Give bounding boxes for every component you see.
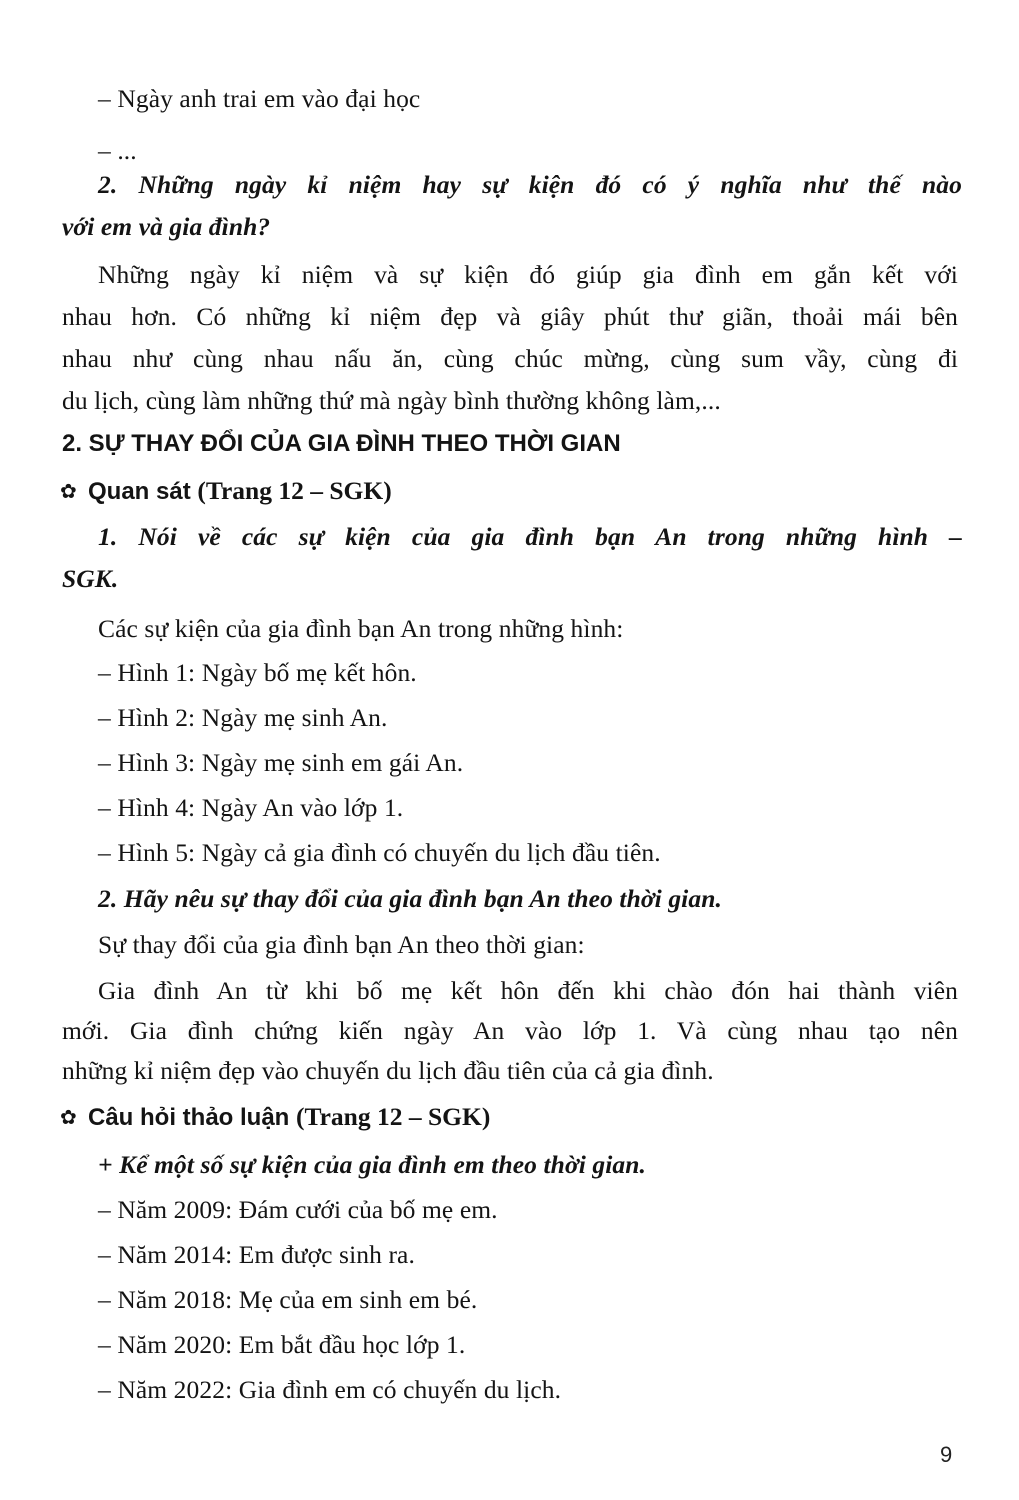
paragraph-line: mới. Gia đình chứng kiến ngày An vào lớp 1. Và cùng nhau tạo nên [62,1016,958,1045]
question-heading: 2. Hãy nêu sự thay đổi của gia đình bạn An theo thời gian. [98,884,722,913]
list-item: – Năm 2014: Em được sinh ra. [98,1240,415,1269]
list-item: – Năm 2009: Đám cưới của bố mẹ em. [98,1195,498,1224]
list-item: – Hình 3: Ngày mẹ sinh em gái An. [98,748,464,777]
question-heading: + Kể một số sự kiện của gia đình em theo thời gian. [98,1150,647,1179]
observe-heading [60,478,392,504]
paragraph-line: du lịch, cùng làm những thứ mà ngày bình thường không làm,... [62,386,721,415]
discussion-reference: (Trang 12 – SGK) [296,1102,491,1131]
paragraph-line: Những ngày kỉ niệm và sự kiện đó giúp gia đình em gắn kết với [98,260,958,289]
paragraph-line: Gia đình An từ khi bố mẹ kết hôn đến khi chào đón hai thành viên [98,976,958,1005]
page-number: 9 [940,1442,953,1467]
list-item: – Hình 2: Ngày mẹ sinh An. [98,703,388,732]
list-item: – Ngày anh trai em vào đại học [98,84,421,113]
list-item: – Năm 2020: Em bắt đầu học lớp 1. [98,1330,466,1359]
question-heading: 2. Những ngày kỉ niệm hay sự kiện đó có ý nghĩa như thế nào [98,170,962,199]
paragraph-line: nhau hơn. Có những kỉ niệm đẹp và giây phút thư giãn, thoải mái bên [62,302,958,331]
question-heading: với em và gia đình? [62,212,271,241]
flower-bullet-icon: ✿ [60,1107,77,1129]
observe-label: Quan sát [88,478,191,505]
list-item: – ... [98,136,137,165]
list-item: – Hình 5: Ngày cả gia đình có chuyến du lịch đầu tiên. [98,838,661,867]
paragraph-line: nhau như cùng nhau nấu ăn, cùng chúc mừng, cùng sum vầy, cùng đi [62,344,958,373]
flower-bullet-icon: ✿ [60,481,77,503]
discussion-label: Câu hỏi thảo luận [88,1104,290,1131]
observe-reference: (Trang 12 – SGK) [197,476,392,505]
discussion-heading [60,1104,490,1130]
list-item: – Năm 2022: Gia đình em có chuyến du lịch. [98,1375,562,1404]
paragraph-line: những kỉ niệm đẹp vào chuyến du lịch đầu tiên của cả gia đình. [62,1056,714,1085]
question-heading: 1. Nói về các sự kiện của gia đình bạn An trong những hình – [98,522,962,551]
list-item: – Hình 1: Ngày bố mẹ kết hôn. [98,658,417,687]
section-heading: 2. SỰ THAY ĐỔI CỦA GIA ĐÌNH THEO THỜI GIAN [62,430,621,457]
list-item: – Năm 2018: Mẹ của em sinh em bé. [98,1285,478,1314]
list-item: – Hình 4: Ngày An vào lớp 1. [98,793,404,822]
paragraph-line: Sự thay đổi của gia đình bạn An theo thời gian: [98,930,585,959]
paragraph-line: Các sự kiện của gia đình bạn An trong những hình: [98,614,624,643]
question-heading: SGK. [62,564,119,593]
